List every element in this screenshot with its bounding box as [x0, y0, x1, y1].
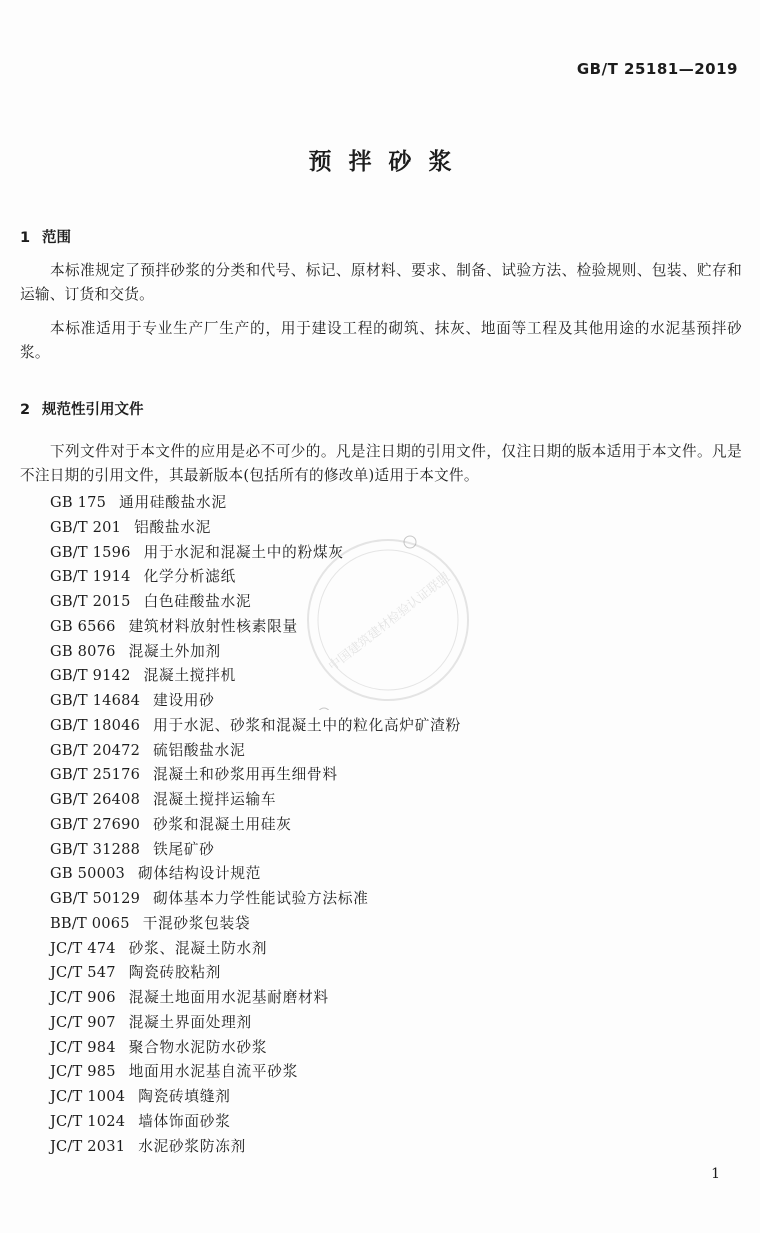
reference-item — [50, 788, 461, 813]
reference-code: JC/T 2031 — [50, 1137, 126, 1155]
reference-code: JC/T 474 — [50, 939, 116, 957]
reference-item — [50, 937, 461, 962]
reference-code: GB 50003 — [50, 865, 126, 883]
reference-code: GB/T 31288 — [50, 840, 141, 858]
reference-item — [50, 986, 461, 1011]
reference-item — [50, 1060, 461, 1085]
section-2-heading — [20, 398, 144, 419]
reference-code: GB/T 14684 — [50, 692, 141, 709]
reference-title: 砂浆和混凝土用硅灰 — [153, 815, 292, 833]
watermark-text: 中国建筑建材检验认证联盟 — [325, 569, 453, 674]
reference-title: 通用硅酸盐水泥 — [119, 494, 227, 511]
standard-code: GB/T 25181—2019 — [576, 60, 738, 78]
page-number: 1 — [711, 1166, 720, 1182]
reference-code: GB/T 9142 — [50, 667, 131, 685]
reference-item — [50, 763, 461, 788]
reference-item — [50, 1011, 461, 1036]
reference-item — [50, 1110, 461, 1135]
watermark-seal — [298, 530, 478, 710]
reference-item — [50, 961, 461, 986]
reference-item — [50, 1036, 461, 1061]
reference-code: GB/T 25176 — [50, 766, 141, 784]
section-title: 规范性引用文件 — [42, 402, 144, 418]
reference-item — [50, 912, 461, 937]
reference-item — [50, 714, 461, 739]
section-title: 范围 — [42, 230, 71, 246]
reference-code: GB/T 1596 — [50, 543, 131, 561]
reference-title: 地面用水泥基自流平砂浆 — [128, 1063, 299, 1081]
section-1-heading — [20, 226, 71, 247]
reference-title: 混凝土和砂浆用再生细骨料 — [153, 766, 338, 784]
section-1-paragraph-1: 本标准规定了预拌砂浆的分类和代号、标记、原材料、要求、制备、试验方法、检验规则、包装、贮存和运输、订货和交货。 — [20, 262, 742, 303]
reference-code: JC/T 907 — [50, 1013, 116, 1031]
section-number: 2 — [20, 402, 31, 418]
section-2-paragraph-1: 下列文件对于本文件的应用是必不可少的。凡是注日期的引用文件，仅注日期的版本适用于本文件。凡是不注日期的引用文件，其最新版本(包括所有的修改单)适用于本文件。 — [20, 443, 742, 484]
reference-item — [50, 887, 461, 912]
reference-item — [50, 1135, 461, 1160]
reference-code: GB/T 18046 — [50, 716, 141, 734]
reference-title: 砌体结构设计规范 — [138, 865, 262, 883]
reference-title: 用于水泥、砂浆和混凝土中的粒化高炉矿渣粉 — [153, 716, 461, 734]
reference-title: 建设用砂 — [153, 692, 215, 709]
reference-title: 硫铝酸盐水泥 — [153, 741, 246, 759]
reference-title: 聚合物水泥防水砂浆 — [128, 1038, 268, 1056]
reference-title: 混凝土外加剂 — [128, 642, 221, 660]
reference-code: GB 8076 — [50, 642, 116, 660]
reference-item — [50, 1085, 461, 1110]
reference-title: 化学分析滤纸 — [143, 568, 236, 586]
reference-title: 干混砂浆包装袋 — [142, 914, 251, 932]
reference-item — [50, 838, 461, 863]
section-1-paragraph-2: 本标准适用于专业生产厂生产的，用于建设工程的砌筑、抹灰、地面等工程及其他用途的水泥基预拌砂浆。 — [20, 320, 742, 361]
reference-code: GB/T 2015 — [50, 593, 131, 610]
reference-title: 陶瓷砖胶粘剂 — [128, 964, 222, 982]
reference-title: 水泥砂浆防冻剂 — [138, 1137, 247, 1155]
reference-title: 混凝土搅拌运输车 — [153, 791, 277, 808]
reference-title: 砌体基本力学性能试验方法标准 — [153, 890, 369, 907]
reference-title: 混凝土地面用水泥基耐磨材料 — [128, 989, 329, 1006]
reference-title: 建筑材料放射性核素限量 — [128, 617, 298, 635]
watermark-dot — [318, 708, 330, 710]
reference-title: 铝酸盐水泥 — [134, 518, 212, 536]
reference-code: GB/T 50129 — [50, 890, 141, 907]
reference-title: 白色硅酸盐水泥 — [143, 593, 252, 610]
reference-title: 混凝土搅拌机 — [143, 667, 236, 685]
reference-code: JC/T 985 — [50, 1063, 116, 1081]
reference-code: GB 6566 — [50, 617, 116, 635]
document-title: 预拌砂浆 — [308, 149, 469, 175]
reference-code: GB/T 20472 — [50, 741, 141, 759]
section-number: 1 — [20, 230, 31, 246]
reference-code: BB/T 0065 — [50, 914, 130, 932]
reference-item — [50, 739, 461, 764]
reference-code: GB/T 201 — [50, 518, 122, 536]
reference-title: 墙体饰面砂浆 — [138, 1112, 231, 1130]
reference-code: JC/T 547 — [50, 964, 116, 982]
reference-code: GB 175 — [50, 494, 107, 511]
reference-code: JC/T 1024 — [50, 1112, 126, 1130]
reference-code: JC/T 906 — [50, 989, 116, 1006]
reference-code: GB/T 27690 — [50, 815, 141, 833]
reference-code: GB/T 26408 — [50, 791, 141, 808]
reference-title: 混凝土界面处理剂 — [128, 1013, 252, 1031]
reference-code: GB/T 1914 — [50, 568, 131, 586]
reference-title: 铁尾矿砂 — [153, 840, 215, 858]
reference-code: JC/T 1004 — [50, 1088, 126, 1105]
reference-item — [50, 813, 461, 838]
reference-title: 砂浆、混凝土防水剂 — [128, 939, 268, 957]
reference-title: 用于水泥和混凝土中的粉煤灰 — [143, 543, 344, 561]
reference-item — [50, 491, 461, 516]
reference-item — [50, 862, 461, 887]
reference-title: 陶瓷砖填缝剂 — [138, 1088, 231, 1105]
reference-code: JC/T 984 — [50, 1038, 116, 1056]
